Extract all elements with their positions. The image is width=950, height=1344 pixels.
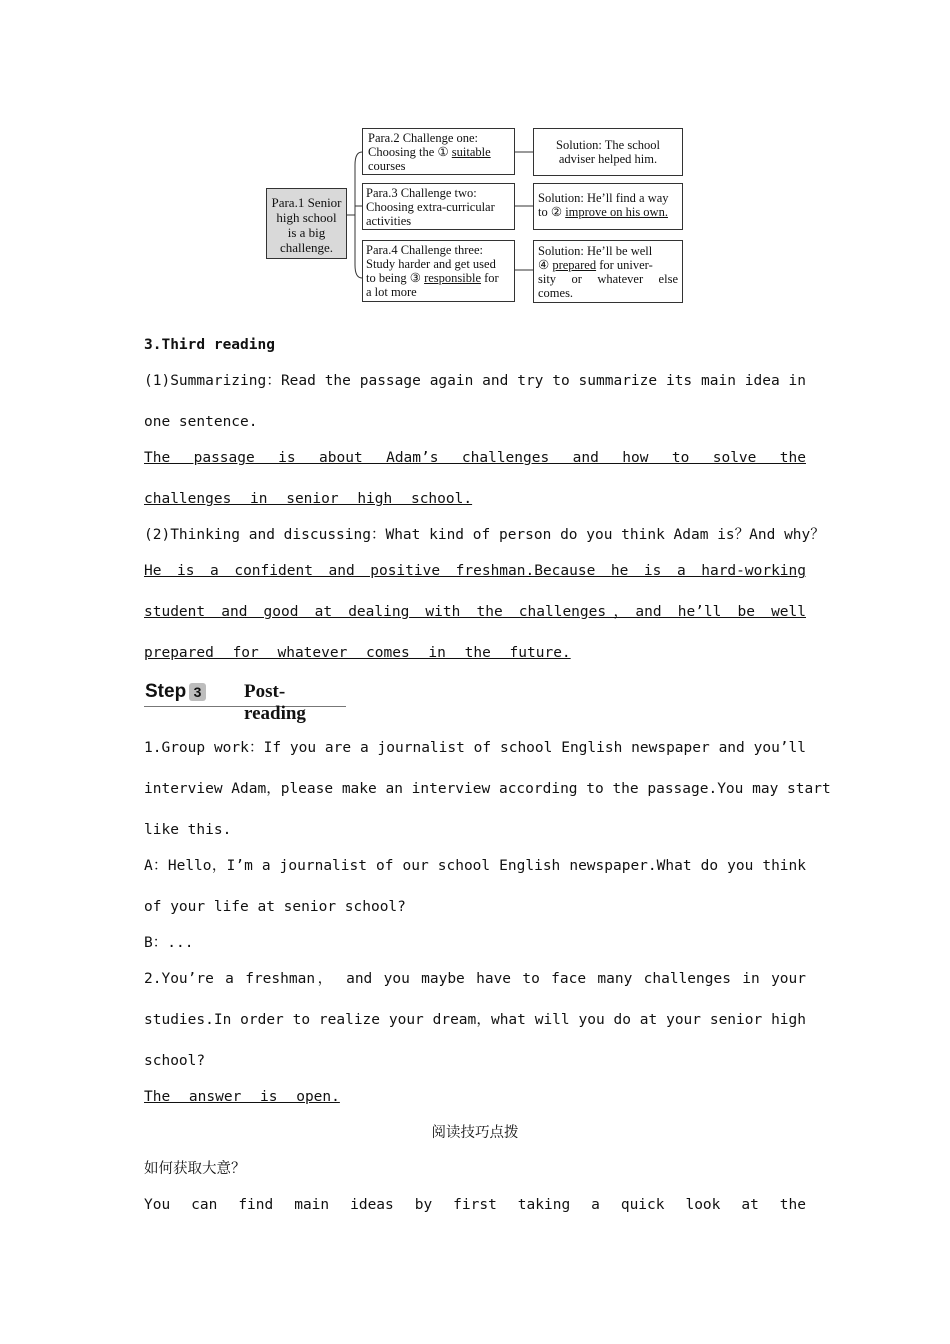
solution-line <box>538 258 678 272</box>
section-heading-third-reading: 3.Third reading <box>144 337 275 353</box>
challenge-line: courses <box>368 159 406 173</box>
solution-line: sity or whatever else <box>538 272 678 286</box>
challenge-text: for <box>481 271 499 285</box>
challenge-line: Study harder and get used <box>366 257 496 271</box>
tips-title: 阅读技巧点拨 <box>431 1125 519 1141</box>
solution-line: adviser helped him. <box>558 152 658 166</box>
center-line: challenge. <box>279 240 334 255</box>
group-work-question-end: like this. <box>144 822 232 838</box>
step-number: 3 <box>189 683 206 701</box>
challenge-line <box>366 271 511 285</box>
challenge-text: to being ③ <box>366 271 425 285</box>
diagram-center-box <box>266 188 347 259</box>
blank-answer-1: suitable <box>451 145 491 159</box>
challenge-one-box <box>362 128 515 175</box>
answer-summary: The passage is about Adam’s challenges and how to solve the <box>144 450 806 466</box>
question-summarizing-cont: one sentence. <box>144 414 258 430</box>
challenge-line: Choosing extra-curricular <box>366 200 495 214</box>
center-line: high school <box>276 210 337 225</box>
challenge-line: Para.3 Challenge two: <box>366 186 477 200</box>
challenge-line: Para.4 Challenge three: <box>366 243 483 257</box>
solution-line: Solution: The school <box>556 138 660 152</box>
blank-answer-2: improve on his own. <box>565 205 668 219</box>
blank-answer-3: responsible <box>424 271 482 285</box>
step-heading <box>144 680 346 724</box>
solution-text: for univer- <box>596 258 653 272</box>
solution-text: ④ <box>538 258 553 272</box>
challenge-text: Choosing the ① <box>368 145 452 159</box>
question-thinking: (2)Thinking and discussing：What kind of person do you think Adam is？And why？ <box>144 527 825 543</box>
center-line: Para.1 Senior <box>271 195 342 210</box>
group-work-question-cont: interview Adam，please make an interview according to the passage.You may start <box>144 781 831 797</box>
challenge-three-box <box>362 240 515 302</box>
open-answer-line <box>144 1088 806 1106</box>
solution-one-box <box>533 128 683 176</box>
challenge-line: Para.2 Challenge one: <box>368 131 479 145</box>
question-summarizing: (1)Summarizing：Read the passage again and try to summarize its main idea in <box>144 373 806 389</box>
answer-thinking-cont: student and good at dealing with the challenges，and he’ll be well <box>144 604 806 620</box>
solution-line: Solution: He’ll find a way <box>538 191 669 205</box>
challenge-line <box>368 145 509 159</box>
dialogue-b: B：... <box>144 935 194 951</box>
step-label: Step <box>145 681 187 702</box>
solution-line: Solution: He’ll be well <box>538 244 653 258</box>
solution-three-box <box>533 240 683 303</box>
answer-thinking: He is a confident and positive freshman.Because he is a hard-working <box>144 563 806 579</box>
step-title: Post-reading <box>244 681 306 724</box>
freshman-question-end: school? <box>144 1053 206 1069</box>
answer-thinking-text: prepared for whatever comes in the future. <box>144 645 571 661</box>
open-answer: The answer is open. <box>144 1089 340 1105</box>
blank-answer-4: prepared <box>552 258 597 272</box>
group-work-question: 1.Group work：If you are a journalist of school English newspaper and you’ll <box>144 740 806 756</box>
tips-text: You can find main ideas by first taking a quick look at the <box>144 1197 806 1213</box>
freshman-question: 2.You’re a freshman， and you maybe have to face many challenges in your <box>144 971 806 987</box>
tips-question: 如何获取大意？ <box>144 1161 246 1177</box>
challenge-line: activities <box>366 214 412 228</box>
solution-text: to ② <box>538 205 566 219</box>
answer-thinking-end <box>144 644 806 662</box>
challenge-line: a lot more <box>366 285 417 299</box>
solution-two-box <box>533 183 683 230</box>
dialogue-a: A：Hello，I’m a journalist of our school English newspaper.What do you think <box>144 858 806 874</box>
solution-line <box>538 205 678 219</box>
freshman-question-cont: studies.In order to realize your dream，what will you do at your senior high <box>144 1012 806 1028</box>
solution-line: comes. <box>538 286 574 300</box>
answer-summary-cont <box>144 490 806 508</box>
dialogue-a-cont: of your life at senior school? <box>144 899 406 915</box>
challenge-two-box <box>362 183 515 230</box>
answer-summary-text: challenges in senior high school. <box>144 491 473 507</box>
center-line: is a big <box>287 225 326 240</box>
